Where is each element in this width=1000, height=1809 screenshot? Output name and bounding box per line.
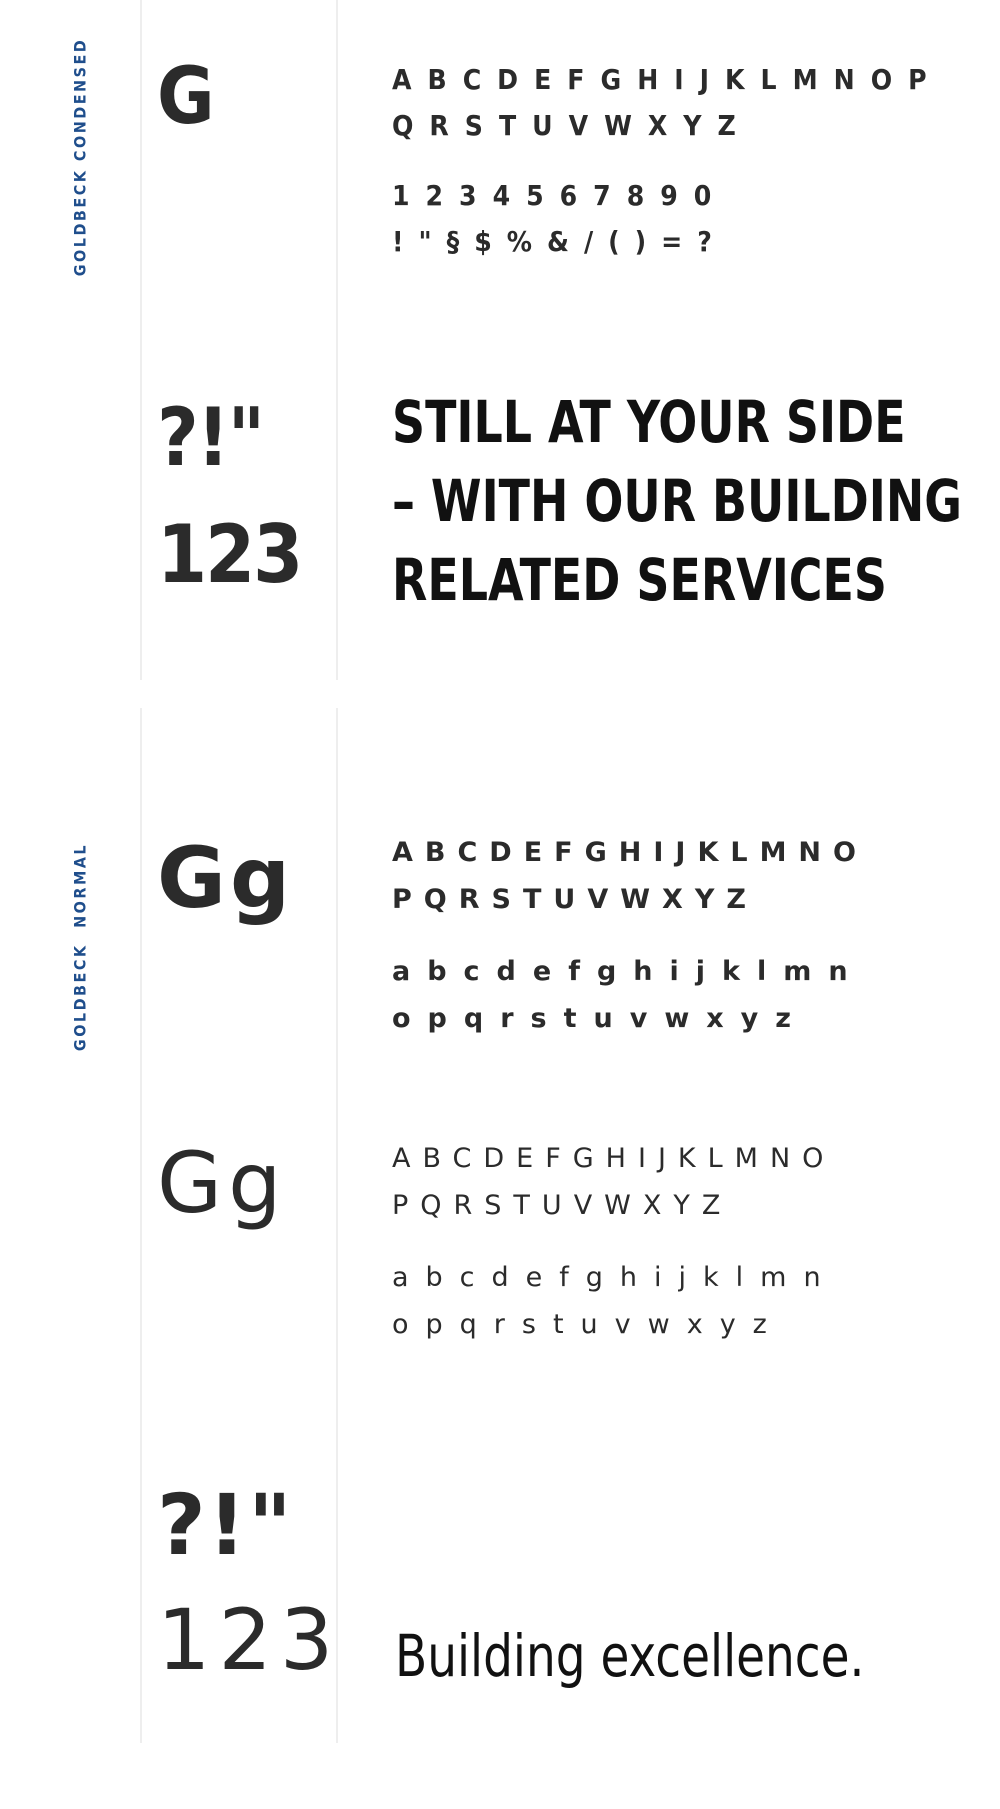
condensed-sample-glyph: G bbox=[157, 52, 215, 142]
normal-number-glyph: 123 bbox=[157, 1591, 342, 1689]
divider-right-bottom bbox=[336, 708, 338, 1743]
tagline: Building excellence. bbox=[395, 1622, 865, 1690]
normal-bold-lowercase-row-2: opqrstuvwxyz bbox=[392, 1003, 808, 1034]
divider-right-top bbox=[336, 0, 338, 680]
divider-left-bottom bbox=[140, 708, 142, 1743]
normal-regular-lowercase-row-1: abcdefghijklmn bbox=[392, 1262, 838, 1293]
headline-line-1: STILL AT YOUR SIDE bbox=[392, 388, 906, 456]
font-label-condensed: GOLDBECK CONDENSED bbox=[70, 37, 90, 277]
normal-regular-sample-glyph: Gg bbox=[157, 1134, 288, 1232]
normal-bold-sample-glyph: Gg bbox=[157, 829, 295, 927]
normal-bold-lowercase-row-1: abcdefghijklmn bbox=[392, 956, 865, 987]
condensed-symbol-row: !"§$%&/()=? bbox=[392, 225, 727, 258]
normal-bold-uppercase-row-2: PQRSTUVWXYZ bbox=[392, 884, 758, 915]
normal-bold-uppercase-row-1: ABCDEFGHIJKLMNO bbox=[392, 837, 868, 868]
condensed-uppercase-row-2: QRSTUVWXYZ bbox=[392, 109, 752, 142]
headline-line-2: – WITH OUR BUILDING bbox=[392, 467, 962, 535]
normal-regular-uppercase-row-1: ABCDEFGHIJKLMNO bbox=[392, 1143, 836, 1174]
divider-left-top bbox=[140, 0, 142, 680]
condensed-number-glyph: 123 bbox=[157, 508, 302, 601]
condensed-headline bbox=[392, 383, 962, 620]
normal-regular-lowercase-row-2: opqrstuvwxyz bbox=[392, 1309, 784, 1340]
normal-regular-uppercase-row-2: PQRSTUVWXYZ bbox=[392, 1190, 733, 1221]
normal-punctuation-glyph: ?!" bbox=[157, 1476, 294, 1574]
condensed-uppercase-row-1: ABCDEFGHIJKLMNOP bbox=[392, 63, 943, 96]
headline-line-3: RELATED SERVICES bbox=[392, 546, 887, 614]
font-label-normal: GOLDBECK NORMAL bbox=[70, 842, 90, 1052]
condensed-number-row: 1234567890 bbox=[392, 179, 728, 212]
condensed-punctuation-glyph: ?!" bbox=[157, 391, 264, 484]
